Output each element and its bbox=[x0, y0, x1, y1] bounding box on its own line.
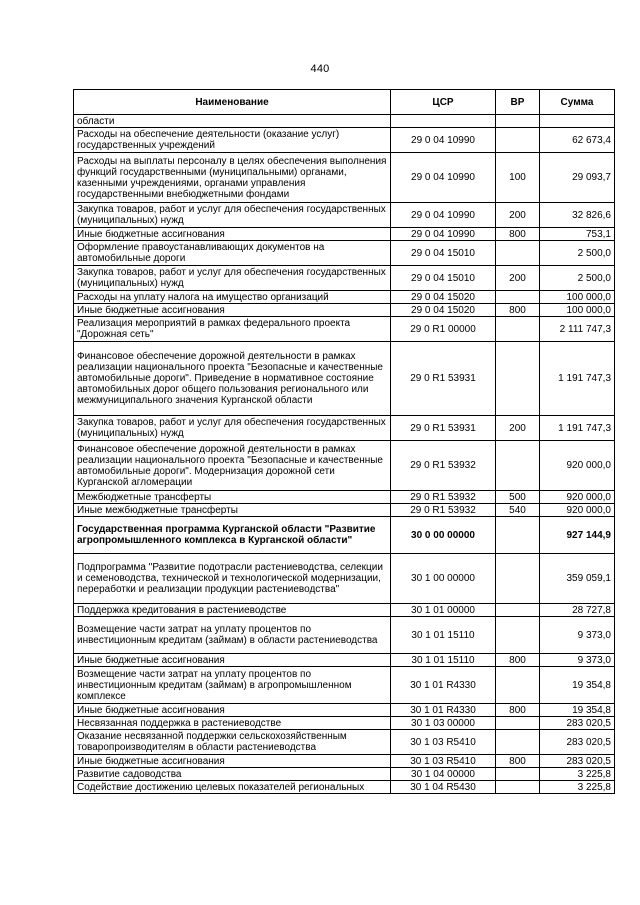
table-row bbox=[74, 617, 615, 654]
cell-vr bbox=[496, 115, 540, 128]
cell-name: Несвязанная поддержка в растениеводстве bbox=[74, 717, 391, 730]
cell-vr: 800 bbox=[496, 654, 540, 667]
table-row bbox=[74, 203, 615, 228]
cell-name: Возмещение части затрат на уплату процентов по инвестиционным кредитам (займам) в агропромышленном комплексе bbox=[74, 667, 391, 704]
cell-sum: 3 225,8 bbox=[540, 768, 615, 781]
cell-csr: 30 1 01 15110 bbox=[391, 654, 496, 667]
cell-vr bbox=[496, 342, 540, 416]
table-row bbox=[74, 504, 615, 517]
table-row bbox=[74, 153, 615, 203]
table-header-row bbox=[74, 90, 615, 115]
cell-sum: 19 354,8 bbox=[540, 667, 615, 704]
cell-vr: 500 bbox=[496, 491, 540, 504]
table-row bbox=[74, 755, 615, 768]
cell-name: Финансовое обеспечение дорожной деятельности в рамках реализации национального проекта "Безопасные и качественные автомобильные дороги". Модернизация дорожной сети Курганской агломерации bbox=[74, 441, 391, 491]
budget-table bbox=[73, 89, 615, 794]
cell-name: Оказание несвязанной поддержки сельскохозяйственным товаропроизводителям в области растениеводства bbox=[74, 730, 391, 755]
cell-sum: 920 000,0 bbox=[540, 504, 615, 517]
cell-vr bbox=[496, 604, 540, 617]
cell-name: Иные бюджетные ассигнования bbox=[74, 304, 391, 317]
cell-csr: 30 1 01 R4330 bbox=[391, 667, 496, 704]
cell-vr: 800 bbox=[496, 755, 540, 768]
cell-vr bbox=[496, 768, 540, 781]
cell-csr: 29 0 04 10990 bbox=[391, 228, 496, 241]
header-vr: ВР bbox=[496, 90, 540, 115]
cell-sum bbox=[540, 115, 615, 128]
cell-name: Иные бюджетные ассигнования bbox=[74, 755, 391, 768]
cell-name: Расходы на уплату налога на имущество организаций bbox=[74, 291, 391, 304]
cell-sum: 927 144,9 bbox=[540, 517, 615, 554]
cell-sum: 2 500,0 bbox=[540, 241, 615, 266]
cell-name: Иные бюджетные ассигнования bbox=[74, 228, 391, 241]
cell-name: Межбюджетные трансферты bbox=[74, 491, 391, 504]
table-row bbox=[74, 704, 615, 717]
table-row bbox=[74, 342, 615, 416]
cell-vr bbox=[496, 781, 540, 794]
cell-csr bbox=[391, 115, 496, 128]
table-row bbox=[74, 654, 615, 667]
cell-csr: 30 1 03 R5410 bbox=[391, 755, 496, 768]
cell-csr: 30 1 01 R4330 bbox=[391, 704, 496, 717]
cell-sum: 29 093,7 bbox=[540, 153, 615, 203]
cell-vr: 800 bbox=[496, 228, 540, 241]
cell-csr: 30 1 01 15110 bbox=[391, 617, 496, 654]
cell-sum: 9 373,0 bbox=[540, 617, 615, 654]
cell-csr: 29 0 R1 53931 bbox=[391, 342, 496, 416]
cell-vr: 200 bbox=[496, 203, 540, 228]
cell-sum: 283 020,5 bbox=[540, 730, 615, 755]
cell-vr bbox=[496, 517, 540, 554]
cell-vr bbox=[496, 317, 540, 342]
cell-vr: 800 bbox=[496, 704, 540, 717]
table-row bbox=[74, 128, 615, 153]
header-sum: Сумма bbox=[540, 90, 615, 115]
cell-vr bbox=[496, 730, 540, 755]
cell-sum: 100 000,0 bbox=[540, 291, 615, 304]
cell-sum: 100 000,0 bbox=[540, 304, 615, 317]
cell-sum: 283 020,5 bbox=[540, 717, 615, 730]
cell-name: Подпрограмма "Развитие подотрасли растениеводства, селекции и семеноводства, технической и технологической модернизации, переработки и реализации продукции растениеводства" bbox=[74, 554, 391, 604]
table-row bbox=[74, 317, 615, 342]
cell-name: Закупка товаров, работ и услуг для обеспечения государственных (муниципальных) нужд bbox=[74, 266, 391, 291]
table-row bbox=[74, 717, 615, 730]
cell-vr bbox=[496, 617, 540, 654]
cell-csr: 29 0 R1 53932 bbox=[391, 491, 496, 504]
cell-sum: 32 826,6 bbox=[540, 203, 615, 228]
cell-csr: 29 0 04 15020 bbox=[391, 304, 496, 317]
cell-csr: 29 0 04 10990 bbox=[391, 203, 496, 228]
table-body bbox=[74, 115, 615, 794]
cell-csr: 29 0 04 15020 bbox=[391, 291, 496, 304]
cell-csr: 29 0 04 15010 bbox=[391, 266, 496, 291]
cell-name: Государственная программа Курганской области "Развитие агропромышленного комплекса в Курганской области" bbox=[74, 517, 391, 554]
cell-name: Оформление правоустанавливающих документов на автомобильные дороги bbox=[74, 241, 391, 266]
cell-vr bbox=[496, 291, 540, 304]
table-row bbox=[74, 667, 615, 704]
cell-sum: 1 191 747,3 bbox=[540, 416, 615, 441]
cell-name: Закупка товаров, работ и услуг для обеспечения государственных (муниципальных) нужд bbox=[74, 203, 391, 228]
cell-sum: 2 111 747,3 bbox=[540, 317, 615, 342]
table-row bbox=[74, 491, 615, 504]
page-number: 440 bbox=[310, 63, 330, 75]
cell-vr bbox=[496, 667, 540, 704]
cell-vr bbox=[496, 441, 540, 491]
cell-name: Развитие садоводства bbox=[74, 768, 391, 781]
cell-sum: 1 191 747,3 bbox=[540, 342, 615, 416]
table-row bbox=[74, 441, 615, 491]
cell-sum: 920 000,0 bbox=[540, 491, 615, 504]
cell-csr: 29 0 R1 00000 bbox=[391, 317, 496, 342]
table-row bbox=[74, 115, 615, 128]
cell-vr bbox=[496, 717, 540, 730]
cell-sum: 2 500,0 bbox=[540, 266, 615, 291]
cell-csr: 30 0 00 00000 bbox=[391, 517, 496, 554]
cell-vr: 100 bbox=[496, 153, 540, 203]
table-row bbox=[74, 241, 615, 266]
cell-csr: 29 0 04 10990 bbox=[391, 128, 496, 153]
cell-sum: 920 000,0 bbox=[540, 441, 615, 491]
cell-name: Расходы на выплаты персоналу в целях обеспечения выполнения функций государственными (муниципальными) органами, казенными учреждениями, органами управления государственными внебюджетными фондами bbox=[74, 153, 391, 203]
cell-sum: 62 673,4 bbox=[540, 128, 615, 153]
cell-csr: 29 0 R1 53932 bbox=[391, 504, 496, 517]
cell-csr: 30 1 01 00000 bbox=[391, 604, 496, 617]
cell-csr: 30 1 04 R5430 bbox=[391, 781, 496, 794]
cell-vr bbox=[496, 241, 540, 266]
table-row bbox=[74, 768, 615, 781]
table-row bbox=[74, 781, 615, 794]
cell-csr: 29 0 04 15010 bbox=[391, 241, 496, 266]
cell-vr: 200 bbox=[496, 416, 540, 441]
table-row bbox=[74, 604, 615, 617]
table-row bbox=[74, 304, 615, 317]
cell-csr: 30 1 00 00000 bbox=[391, 554, 496, 604]
cell-vr bbox=[496, 128, 540, 153]
table-row bbox=[74, 228, 615, 241]
cell-csr: 29 0 R1 53932 bbox=[391, 441, 496, 491]
cell-name: Финансовое обеспечение дорожной деятельности в рамках реализации национального проекта "Безопасные и качественные автомобильные дороги". Приведение в нормативное состояние автомобильных дорог общего пользования регионального или межмуниципального значения Курганской области bbox=[74, 342, 391, 416]
table-row bbox=[74, 517, 615, 554]
cell-name: Иные межбюджетные трансферты bbox=[74, 504, 391, 517]
cell-sum: 9 373,0 bbox=[540, 654, 615, 667]
header-csr: ЦСР bbox=[391, 90, 496, 115]
table-row bbox=[74, 266, 615, 291]
header-name: Наименование bbox=[74, 90, 391, 115]
cell-sum: 19 354,8 bbox=[540, 704, 615, 717]
cell-vr bbox=[496, 554, 540, 604]
cell-sum: 28 727,8 bbox=[540, 604, 615, 617]
cell-name: Закупка товаров, работ и услуг для обеспечения государственных (муниципальных) нужд bbox=[74, 416, 391, 441]
cell-name: Содействие достижению целевых показателей региональных bbox=[74, 781, 391, 794]
cell-vr: 540 bbox=[496, 504, 540, 517]
cell-name: Возмещение части затрат на уплату процентов по инвестиционным кредитам (займам) в области растениеводства bbox=[74, 617, 391, 654]
table-row bbox=[74, 554, 615, 604]
cell-name: Реализация мероприятий в рамках федерального проекта "Дорожная сеть" bbox=[74, 317, 391, 342]
cell-sum: 283 020,5 bbox=[540, 755, 615, 768]
cell-sum: 3 225,8 bbox=[540, 781, 615, 794]
cell-csr: 29 0 R1 53931 bbox=[391, 416, 496, 441]
table-row bbox=[74, 416, 615, 441]
cell-vr: 200 bbox=[496, 266, 540, 291]
cell-csr: 30 1 03 R5410 bbox=[391, 730, 496, 755]
cell-name: Расходы на обеспечение деятельности (оказание услуг) государственных учреждений bbox=[74, 128, 391, 153]
cell-name: Иные бюджетные ассигнования bbox=[74, 704, 391, 717]
table-row bbox=[74, 291, 615, 304]
cell-vr: 800 bbox=[496, 304, 540, 317]
cell-csr: 30 1 04 00000 bbox=[391, 768, 496, 781]
table-row bbox=[74, 730, 615, 755]
cell-csr: 29 0 04 10990 bbox=[391, 153, 496, 203]
cell-csr: 30 1 03 00000 bbox=[391, 717, 496, 730]
cell-name: области bbox=[74, 115, 391, 128]
cell-sum: 359 059,1 bbox=[540, 554, 615, 604]
cell-sum: 753,1 bbox=[540, 228, 615, 241]
cell-name: Поддержка кредитования в растениеводстве bbox=[74, 604, 391, 617]
cell-name: Иные бюджетные ассигнования bbox=[74, 654, 391, 667]
